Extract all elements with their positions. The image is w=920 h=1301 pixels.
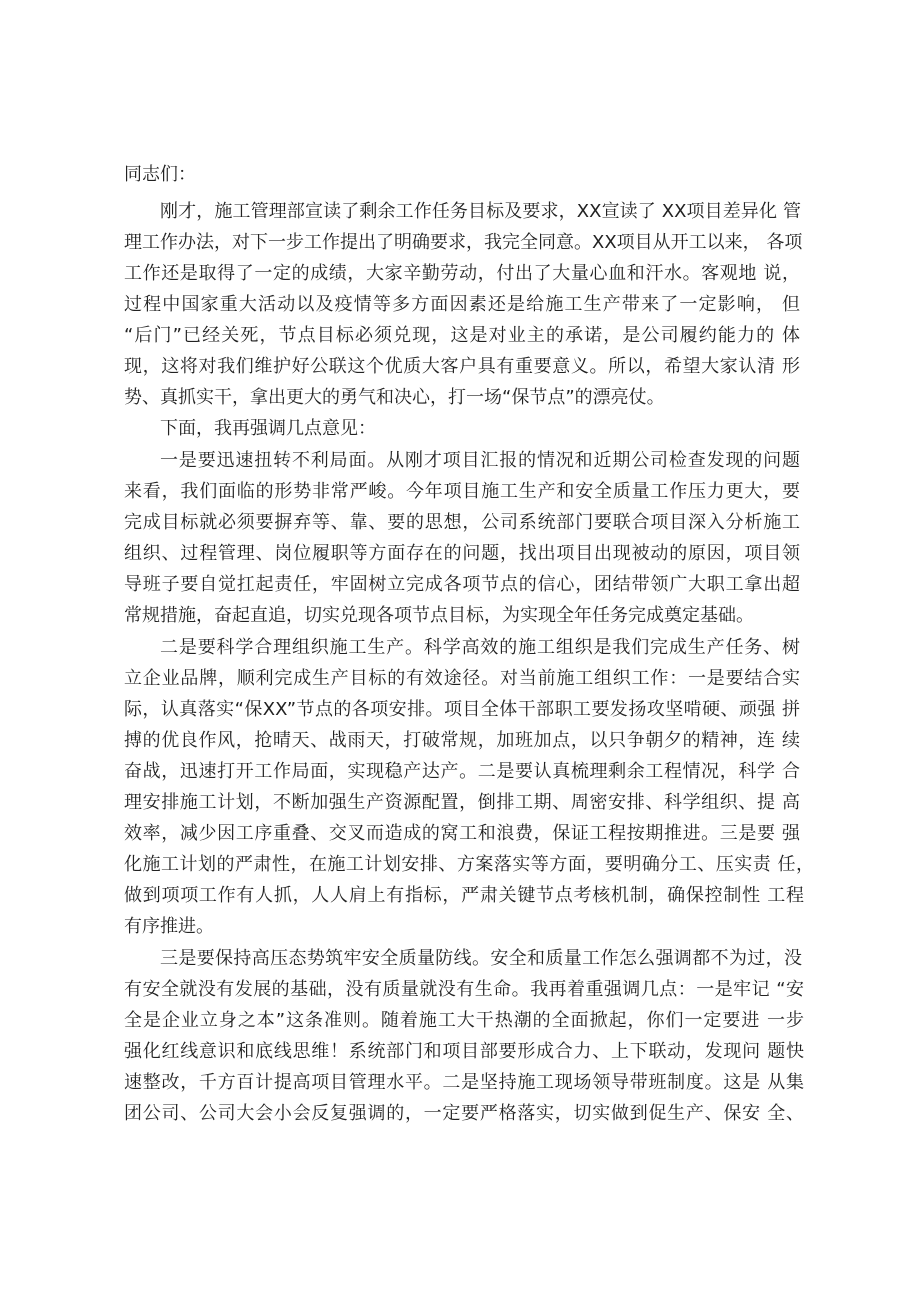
- paragraph-line: 化施工计划的严肃性，在施工计划安排、方案落实等方面，要明确分工、压实责 任，: [124, 854, 814, 875]
- paragraph-line: 搏的优良作风，抢晴天、战雨天，打破常规，加班加点，以只争朝夕的精神，连 续: [124, 730, 800, 751]
- paragraph-line: 立企业品牌，顺利完成生产目标的有效途径。对当前施工组织工作：一是要结合实: [124, 668, 800, 689]
- paragraph-line: 工作还是取得了一定的成绩，大家辛勤劳动，付出了大量心血和汗水。客观地 说，: [124, 263, 800, 284]
- paragraph-line: 现，这将对我们维护好公联这个优质大客户具有重要意义。所以，希望大家认清 形: [124, 356, 800, 377]
- paragraph-line: 有序推进。: [124, 916, 214, 937]
- paragraph-line: “后门”已经关死，节点目标必须兑现，这是对业主的承诺，是公司履约能力的 体: [124, 325, 800, 346]
- paragraph-line: 一是要迅速扭转不利局面。从刚才项目汇报的情况和近期公司检查发现的问题: [160, 450, 800, 471]
- paragraph-line: 理工作办法，对下一步工作提出了明确要求，我完全同意。XX项目从开工以来， 各项: [124, 232, 803, 253]
- paragraph-line: 际，认真落实“保XX”节点的各项安排。项目全体干部职工要发扬攻坚啃硬、顽强 拼: [124, 699, 800, 720]
- paragraph-line: 三是要保持高压态势筑牢安全质量防线。安全和质量工作怎么强调都不为过，没: [160, 948, 802, 969]
- paragraph-line: 速整改，千方百计提高项目管理水平。二是坚持施工现场领导带班制度。这是 从集: [124, 1072, 804, 1093]
- paragraph-line: 完成目标就必须要摒弃等、靠、要的思想，公司系统部门要联合项目深入分析施工: [124, 512, 800, 533]
- paragraph-line: 做到项项工作有人抓，人人肩上有指标，严肃关键节点考核机制，确保控制性 工程: [124, 885, 804, 906]
- paragraph-line: 导班子要自觉扛起责任，牢固树立完成各项节点的信心，团结带领广大职工拿出超: [124, 574, 800, 595]
- paragraph-line: 有安全就没有发展的基础，没有质量就没有生命。我再着重强调几点：一是牢记 “安: [124, 979, 804, 1000]
- paragraph-line: 来看，我们面临的形势非常严峻。今年项目施工生产和安全质量工作压力更大，要: [124, 481, 800, 502]
- paragraph-line: 理安排施工计划，不断加强生产资源配置，倒排工期、周密安排、科学组织、提 高: [124, 792, 800, 813]
- paragraph-line: 组织、过程管理、岗位履职等方面存在的问题，找出项目出现被动的原因，项目领: [124, 543, 800, 564]
- paragraph-line: 常规措施，奋起直追，切实兑现各项节点目标，为实现全年任务完成奠定基础。: [124, 605, 754, 626]
- paragraph-line: 二是要科学合理组织施工生产。科学高效的施工组织是我们完成生产任务、树: [160, 637, 800, 658]
- paragraph-line: 势、真抓实干，拿出更大的勇气和决心，打一场“保节点”的漂亮仗。: [124, 387, 665, 408]
- paragraph-line: 过程中国家重大活动以及疫情等多方面因素还是给施工生产带来了一定影响， 但: [124, 294, 800, 315]
- paragraph-line: 强化红线意识和底线思维！系统部门和项目部要形成合力、上下联动，发现问 题快: [124, 1041, 804, 1062]
- paragraph-line: 团公司、公司大会小会反复强调的，一定要严格落实，切实做到促生产、保安 全、: [124, 1103, 804, 1124]
- salutation: 同志们：: [124, 164, 196, 185]
- paragraph-line: 刚才，施工管理部宣读了剩余工作任务目标及要求，XX宣读了 XX项目差异化 管: [160, 201, 801, 222]
- paragraph-line: 效率，减少因工序重叠、交叉而造成的窝工和浪费，保证工程按期推进。三是要 强: [124, 823, 800, 844]
- paragraph-line: 下面，我再强调几点意见：: [160, 418, 376, 439]
- paragraph-line: 奋战，迅速打开工作局面，实现稳产达产。二是要认真梳理剩余工程情况，科学 合: [124, 761, 800, 782]
- paragraph-line: 全是企业立身之本”这条准则。随着施工大干热潮的全面掀起，你们一定要进 一步: [124, 1010, 804, 1031]
